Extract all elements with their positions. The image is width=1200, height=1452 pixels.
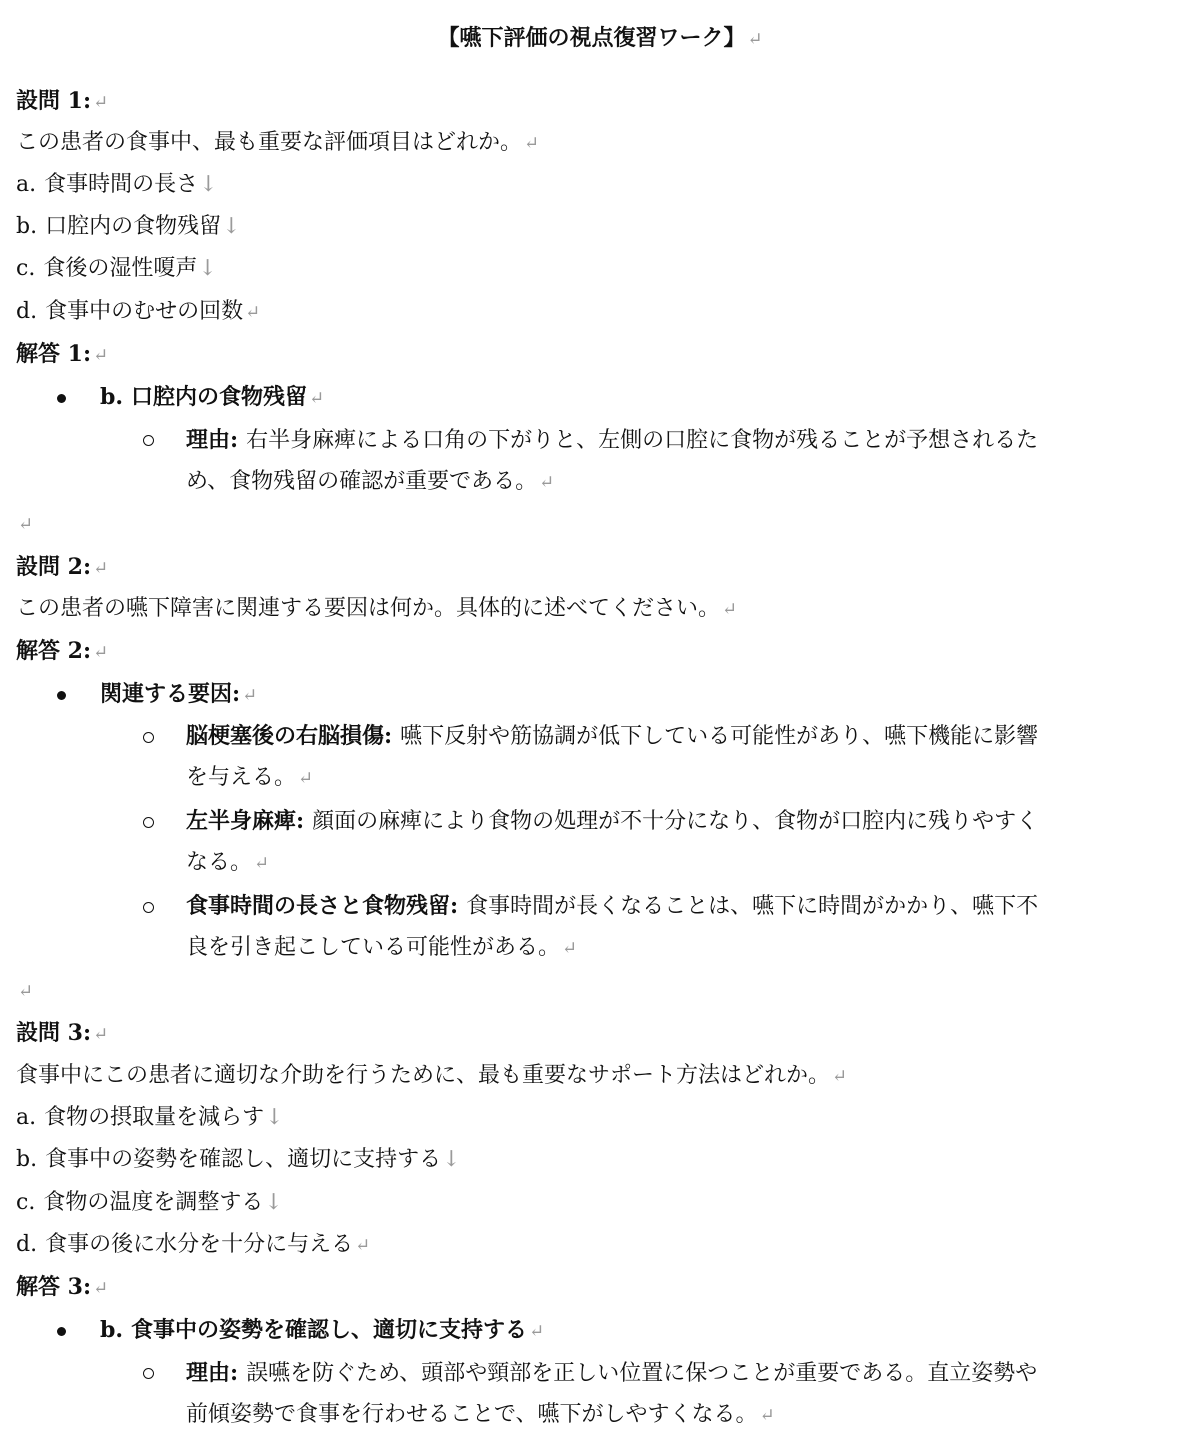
q2-heading [16,552,108,582]
document-title [0,23,1200,53]
paragraph-mark: ↵ [539,472,555,493]
factors-label-text: 関連する要因: [100,681,241,707]
bullet-disc [57,691,66,700]
paragraph-mark: ↵ [93,92,109,113]
option-letter: c. [16,1190,36,1215]
paragraph-mark: ↵ [524,133,540,154]
paragraph-mark: ↵ [254,853,270,874]
factor-label: 脳梗塞後の右脳損傷: [186,723,393,749]
line-break-mark: ↓ [442,1147,461,1172]
q2-heading-text: 設問 2: [16,554,92,580]
paragraph-mark: ↵ [529,1321,545,1342]
bullet-disc [57,394,66,403]
option-text: 口腔内の食物残留 [45,214,222,239]
answer-letter: b. [100,1317,124,1343]
paragraph-mark: ↵ [562,938,578,959]
q3-option-a [16,1103,284,1133]
option-letter: d. [16,1232,38,1257]
a1-answer [100,382,324,412]
bullet-disc [57,1327,66,1336]
line-break-mark: ↓ [198,256,217,281]
paragraph-mark: ↵ [93,558,109,579]
a3-heading [16,1272,108,1302]
paragraph-mark: ↵ [245,302,261,323]
answer-letter: b. [100,384,124,410]
q3-question [16,1061,847,1091]
a3-reason-line1 [186,1358,1037,1388]
factor-label: 左半身麻痺: [186,808,305,834]
a2-factor-3-line2 [186,933,577,963]
bullet-circle [143,435,154,446]
line-break-mark: ↓ [199,172,218,197]
q1-option-b [16,212,241,242]
option-letter: a. [16,172,37,197]
paragraph-mark: ↵ [93,1278,109,1299]
paragraph-mark: ↵ [759,1405,775,1426]
a2-factor-3-line1 [186,891,1038,921]
q3-option-b [16,1145,461,1175]
q1-option-c [16,254,217,284]
q1-heading [16,86,108,116]
q3-heading [16,1018,108,1048]
paragraph-mark: ↵ [242,685,258,706]
paragraph-mark: ↵ [298,768,314,789]
a3-heading-text: 解答 3: [16,1274,92,1300]
answer-text: 食事中の姿勢を確認し、適切に支持する [131,1317,528,1343]
option-letter: b. [16,1147,38,1172]
q2-question [16,594,737,624]
a1-heading [16,339,108,369]
answer-text: 口腔内の食物残留 [131,384,308,410]
reason-text: 誤嚥を防ぐため、頭部や頸部を正しい位置に保つことが重要である。直立姿勢や [246,1361,1038,1386]
paragraph-mark: ↵ [93,345,109,366]
line-break-mark: ↓ [264,1190,283,1215]
a1-reason-line1 [186,425,1038,455]
paragraph-mark: ↵ [747,29,763,50]
option-text: 食事中の姿勢を確認し、適切に支持する [45,1147,442,1172]
reason-text-cont: め、食物残留の確認が重要である。 [186,469,538,494]
factor-text-cont: を与える。 [186,765,297,790]
a2-factor-1-line2 [186,763,313,793]
option-text: 食事中のむせの回数 [45,299,244,324]
paragraph-mark: ↵ [18,981,34,1002]
bullet-circle [143,1368,154,1379]
paragraph-mark: ↵ [18,514,34,535]
paragraph-mark: ↵ [832,1066,848,1087]
factor-text-cont: なる。 [186,850,253,875]
bullet-circle [143,902,154,913]
a2-heading [16,636,108,666]
factor-label: 食事時間の長さと食物残留: [186,893,459,919]
q3-question-text: 食事中にこの患者に適切な介助を行うために、最も重要なサポート方法はどれか。 [16,1063,831,1088]
q1-heading-text: 設問 1: [16,88,92,114]
a1-reason-line2 [186,467,554,497]
bullet-circle [143,817,154,828]
option-letter: d. [16,299,38,324]
a2-factor-2-line2 [186,848,269,878]
q3-heading-text: 設問 3: [16,1020,92,1046]
option-letter: a. [16,1105,37,1130]
option-text: 食事の後に水分を十分に与える [45,1232,354,1257]
a3-answer [100,1315,544,1345]
option-text: 食物の摂取量を減らす [44,1105,265,1130]
a2-factors-label [100,679,257,709]
option-text: 食事時間の長さ [44,172,199,197]
q1-question-text: この患者の食事中、最も重要な評価項目はどれか。 [16,130,523,155]
a2-factor-1-line1 [186,721,1038,751]
option-text: 食物の温度を調整する [43,1190,264,1215]
a2-heading-text: 解答 2: [16,638,92,664]
paragraph-mark: ↵ [355,1235,371,1256]
q1-question [16,128,539,158]
q1-option-d [16,297,260,327]
q1-option-a [16,170,218,200]
a1-heading-text: 解答 1: [16,341,92,367]
factor-text: 嚥下反射や筋協調が低下している可能性があり、嚥下機能に影響 [400,724,1039,749]
option-letter: c. [16,256,36,281]
reason-label: 理由: [186,1360,239,1386]
option-letter: b. [16,214,38,239]
paragraph-mark: ↵ [309,388,325,409]
reason-text: 右半身麻痺による口角の下がりと、左側の口腔に食物が残ることが予想されるた [246,428,1039,453]
paragraph-mark: ↵ [93,642,109,663]
line-break-mark: ↓ [222,214,241,239]
paragraph-mark: ↵ [722,599,738,620]
q3-option-d [16,1230,370,1260]
title-text: 【嚥下評価の視点復習ワーク】 [437,25,746,51]
a3-reason-line2 [186,1400,775,1430]
factor-text-cont: 良を引き起こしている可能性がある。 [186,935,561,960]
reason-text-cont: 前傾姿勢で食事を行わせることで、嚥下がしやすくなる。 [186,1402,758,1427]
paragraph-mark: ↵ [93,1024,109,1045]
empty-paragraph [16,509,33,539]
factor-text: 顔面の麻痺により食物の処理が不十分になり、食物が口腔内に残りやすく [312,809,1039,834]
q3-option-c [16,1188,283,1218]
option-text: 食後の湿性嗄声 [43,256,198,281]
a2-factor-2-line1 [186,806,1038,836]
factor-text: 食事時間が長くなることは、嚥下に時間がかかり、嚥下不 [466,894,1039,919]
line-break-mark: ↓ [265,1105,284,1130]
bullet-circle [143,732,154,743]
reason-label: 理由: [186,427,239,453]
q2-question-text: この患者の嚥下障害に関連する要因は何か。具体的に述べてください。 [16,596,721,621]
empty-paragraph [16,976,33,1006]
